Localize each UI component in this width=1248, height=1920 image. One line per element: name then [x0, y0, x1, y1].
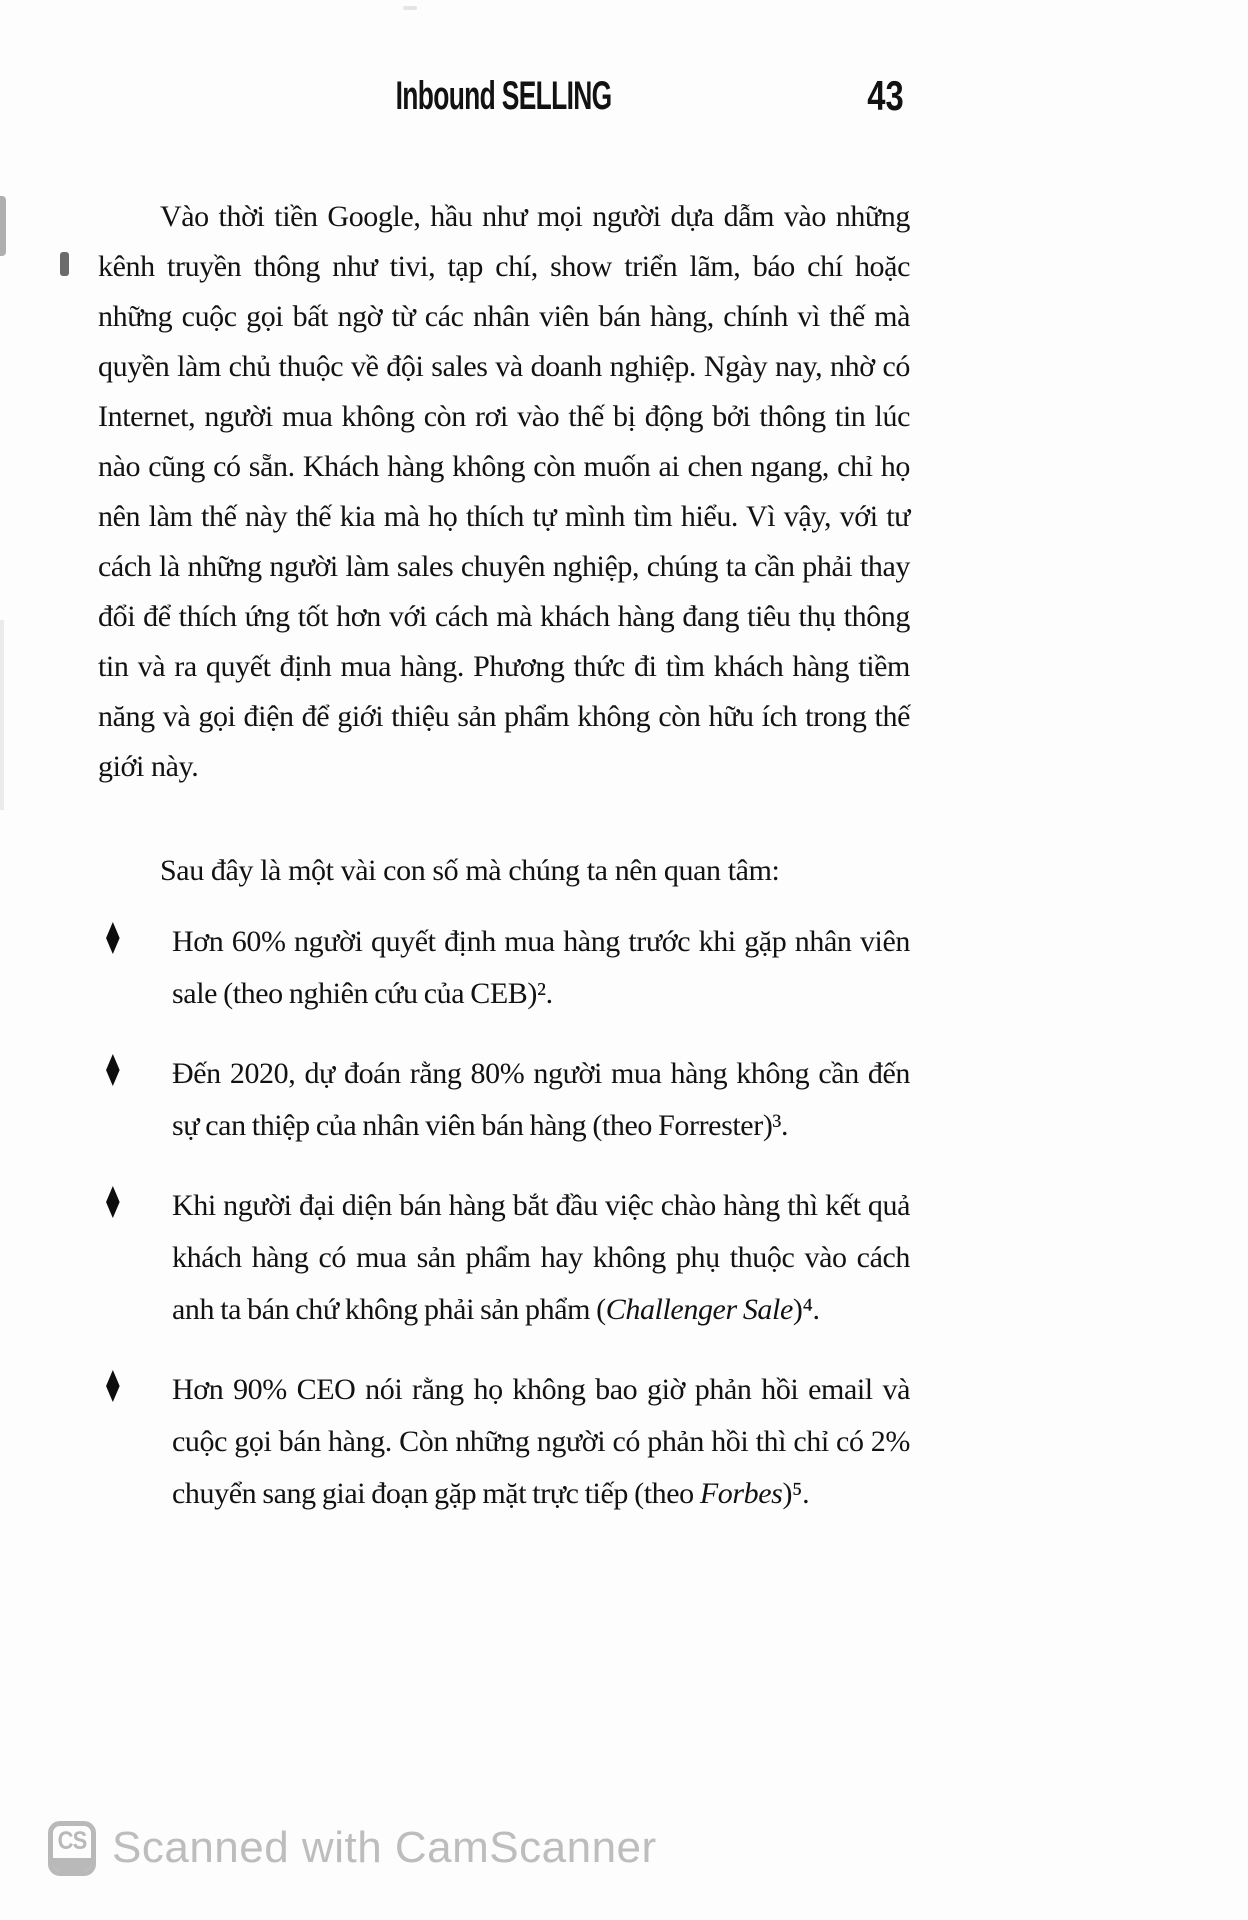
camscanner-watermark: Scanned with CamScanner [112, 1823, 657, 1872]
page-header [98, 74, 910, 118]
lead-in-paragraph: Sau đây là một vài con số mà chúng ta nên quan tâm: [160, 854, 780, 887]
bullet-text: Đến 2020, dự đoán rằng 80% người mua hàng không cần đến sự can thiệp của nhân viên bán hàng (theo Forrester)³. [172, 1057, 910, 1142]
scan-artifact [0, 620, 4, 810]
page-number: 43 [867, 72, 904, 119]
diamond-bullet-icon: ♦ [102, 1362, 124, 1413]
bullet-item [98, 916, 910, 1020]
bullet-text: Hơn 90% CEO nói rằng họ không bao giờ phản hồi email và cuộc gọi bán hàng. Còn những người có phản hồi thì chỉ có 2% chuyển sang giai đoạn gặp mặt trực tiếp (theo Forbes)⁵. [172, 1373, 910, 1510]
scan-artifact [403, 6, 417, 10]
camscanner-logo-icon [48, 1821, 96, 1876]
running-head [98, 74, 910, 119]
page-body [98, 192, 910, 1548]
bullet-item [98, 1180, 910, 1336]
bullet-item [98, 1048, 910, 1152]
bullet-list [98, 916, 910, 1520]
book-title: Inbound SELLING [396, 74, 612, 118]
scan-artifact [0, 196, 6, 256]
diamond-bullet-icon: ♦ [102, 914, 124, 965]
scan-artifact [60, 252, 69, 276]
diamond-bullet-icon: ♦ [102, 1046, 124, 1097]
bullet-text: Khi người đại diện bán hàng bắt đầu việc chào hàng thì kết quả khách hàng có mua sản phẩm hay không phụ thuộc vào cách anh ta bán chứ không phải sản phẩm (Challenger Sale)⁴. [172, 1189, 910, 1326]
bullet-text: Hơn 60% người quyết định mua hàng trước khi gặp nhân viên sale (theo nghiên cứu của CEB)². [172, 925, 910, 1010]
camscanner-logo-bar [53, 1858, 91, 1871]
camscanner-logo-letters: CS [57, 1827, 87, 1855]
body-paragraph: Vào thời tiền Google, hầu như mọi người dựa dẫm vào những kênh truyền thông như tivi, tạp chí, show triển lãm, báo chí hoặc những cuộc gọi bất ngờ từ các nhân viên bán hàng, chính vì thế mà quyền làm chủ thuộc về đội sales và doanh nghiệp. Ngày nay, nhờ có Internet, người mua không còn rơi vào thế bị động bởi thông tin lúc nào cũng có sẵn. Khách hàng không còn muốn ai chen ngang, chỉ họ nên làm thế này thế kia mà họ thích tự mình tìm hiểu. Vì vậy, với tư cách là những người làm sales chuyên nghiệp, chúng ta cần phải thay đổi để thích ứng tốt hơn với cách mà khách hàng đang tiêu thụ thông tin và ra quyết định mua hàng. Phương thức đi tìm khách hàng tiềm năng và gọi điện để giới thiệu sản phẩm không còn hữu ích trong thế giới này. [98, 200, 910, 783]
diamond-bullet-icon: ♦ [102, 1178, 124, 1229]
bullet-item [98, 1364, 910, 1520]
